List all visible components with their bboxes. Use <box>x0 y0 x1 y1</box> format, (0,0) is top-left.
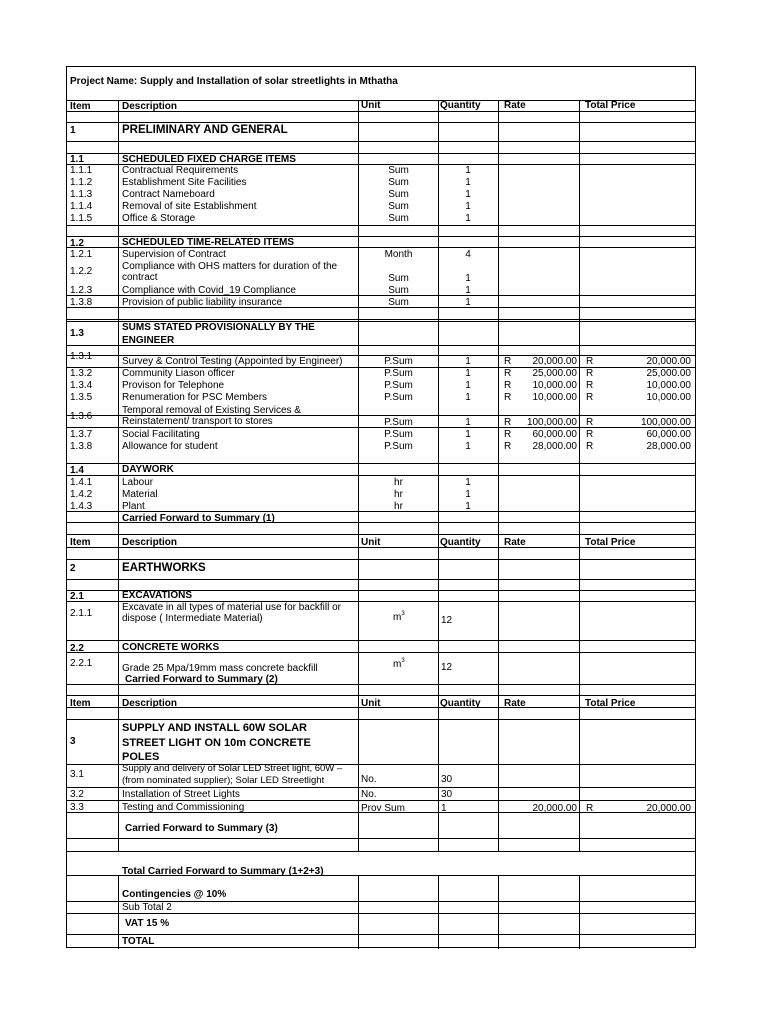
rate-currency: R <box>504 380 512 391</box>
item-quantity: 1 <box>465 380 471 391</box>
header-rate: Rate <box>504 537 526 548</box>
contingencies: Contingencies @ 10% <box>122 889 227 900</box>
item-description: Plant <box>122 501 145 512</box>
item-quantity: 1 <box>465 201 471 212</box>
row-divider <box>67 934 695 935</box>
sub-total-2: Sub Total 2 <box>122 902 172 913</box>
item-description: Compliance with OHS matters for duration of the contract <box>122 261 338 283</box>
item-unit: Sum <box>388 273 409 284</box>
column-divider <box>579 100 580 851</box>
column-divider <box>579 875 580 949</box>
item-total: 28,000.00 <box>646 441 691 452</box>
item-number: 1.1.2 <box>70 177 93 188</box>
item-rate: 20,000.00 <box>532 356 577 367</box>
item-number: 1.2.3 <box>70 285 93 296</box>
subsection-title: DAYWORK <box>122 464 174 475</box>
rate-currency: R <box>504 368 512 379</box>
header-description: Description <box>122 698 178 709</box>
unit-symbol: m <box>393 659 402 670</box>
item-description: Grade 25 Mpa/19mm mass concrete backfill <box>122 663 318 674</box>
item-unit: Sum <box>388 285 409 296</box>
item-rate: 10,000.00 <box>532 380 577 391</box>
bill-of-quantities-sheet <box>66 66 696 948</box>
carried-forward-1: Carried Forward to Summary (1) <box>122 513 275 524</box>
rate-currency: R <box>504 429 512 440</box>
item-quantity: 1 <box>441 803 447 814</box>
item-number: 3.1 <box>70 769 84 780</box>
subsection-title: EXCAVATIONS <box>122 590 193 601</box>
row-divider <box>67 559 695 560</box>
item-unit: P.Sum <box>384 441 413 452</box>
item-unit: hr <box>394 489 403 500</box>
item-unit <box>393 659 405 670</box>
item-quantity: 1 <box>465 165 471 176</box>
item-quantity: 1 <box>465 392 471 403</box>
total-currency: R <box>586 441 594 452</box>
total-currency: R <box>586 429 594 440</box>
project-name: Project Name: Supply and Installation of solar streetlights in Mthatha <box>70 76 398 87</box>
item-number: 1.3.5 <box>70 392 93 403</box>
header-quantity: Quantity <box>440 698 481 709</box>
item-rate: 10,000.00 <box>532 392 577 403</box>
item-number: 1.1.3 <box>70 189 93 200</box>
column-divider <box>498 100 499 851</box>
item-unit: P.Sum <box>384 429 413 440</box>
item-quantity: 1 <box>465 177 471 188</box>
header-item: Item <box>70 537 91 548</box>
total-currency: R <box>586 803 594 814</box>
item-total: 25,000.00 <box>646 368 691 379</box>
subsection-number: 1.2 <box>70 238 84 249</box>
column-divider <box>498 875 499 949</box>
item-description: Supply and delivery of Solar LED Street light, 60W –(from nominated supplier); Solar LED Streetlight <box>122 763 343 786</box>
carried-forward-3: Carried Forward to Summary (3) <box>125 823 278 834</box>
row-divider <box>67 787 695 788</box>
subsection-title: CONCRETE WORKS <box>122 642 220 653</box>
item-rate: 20,000.00 <box>532 803 577 814</box>
item-description: Excavate in all types of material use for backfill or dispose ( Intermediate Material) <box>122 602 341 624</box>
item-number: 1.1.1 <box>70 165 93 176</box>
item-quantity: 30 <box>441 789 453 800</box>
row-divider <box>67 695 695 696</box>
rate-currency: R <box>504 392 512 403</box>
header-unit: Unit <box>361 537 381 548</box>
header-rate: Rate <box>504 100 526 111</box>
item-unit: P.Sum <box>384 380 413 391</box>
column-divider <box>118 875 119 949</box>
item-description: Provison for Telephone <box>122 380 225 391</box>
item-unit: hr <box>394 477 403 488</box>
item-quantity: 12 <box>441 662 453 673</box>
item-description: Temporal removal of Existing Services & Reinstatement/ transport to stores <box>122 405 301 427</box>
section-number: 3 <box>70 736 76 747</box>
subsection-title: SUMS STATED PROVISIONALLY BY THE ENGINEER <box>122 322 315 346</box>
grand-total: TOTAL <box>122 936 155 947</box>
item-unit: P.Sum <box>384 392 413 403</box>
item-description: Community Liason officer <box>122 368 235 379</box>
item-rate: 25,000.00 <box>532 368 577 379</box>
section-title: SUPPLY AND INSTALL 60W SOLAR STREET LIGHT ON 10m CONCRETE POLES <box>122 722 311 763</box>
row-divider <box>67 913 695 914</box>
item-unit: Month <box>384 249 413 260</box>
subsection-title: SCHEDULED FIXED CHARGE ITEMS <box>122 154 296 165</box>
subsection-number: 1.4 <box>70 465 84 476</box>
item-quantity: 1 <box>465 213 471 224</box>
item-description: Office & Storage <box>122 213 196 224</box>
item-unit: P.Sum <box>384 368 413 379</box>
item-number: 1.2.2 <box>70 266 93 277</box>
item-total: 10,000.00 <box>646 392 691 403</box>
item-number: 1.3.8 <box>70 441 93 452</box>
unit-exponent: 3 <box>401 658 405 664</box>
subsection-title: SCHEDULED TIME-RELATED ITEMS <box>122 237 295 248</box>
item-quantity: 1 <box>465 429 471 440</box>
item-unit: Prov Sum <box>361 803 405 814</box>
column-divider <box>118 100 119 851</box>
row-divider <box>67 225 695 226</box>
item-quantity: 1 <box>465 477 471 488</box>
item-number: 2.2.1 <box>70 658 93 669</box>
item-description: Compliance with Covid_19 Compliance <box>122 285 296 296</box>
header-unit: Unit <box>361 100 381 111</box>
item-quantity: 1 <box>465 273 471 284</box>
carried-forward-2: Carried Forward to Summary (2) <box>125 674 278 685</box>
section-title: PRELIMINARY AND GENERAL <box>122 124 288 136</box>
item-quantity: 1 <box>465 417 471 428</box>
item-quantity: 1 <box>465 489 471 500</box>
item-unit: hr <box>394 501 403 512</box>
item-number: 1.4.1 <box>70 477 93 488</box>
row-divider <box>67 800 695 801</box>
item-quantity: 1 <box>465 356 471 367</box>
header-description: Description <box>122 101 178 112</box>
header-quantity: Quantity <box>440 100 481 111</box>
item-number: 1.3.6 <box>70 411 93 422</box>
row-divider <box>67 838 695 839</box>
header-rate: Rate <box>504 698 526 709</box>
item-unit: No. <box>361 789 377 800</box>
item-description: Labour <box>122 477 154 488</box>
header-item: Item <box>70 101 91 112</box>
row-divider <box>67 141 695 142</box>
item-number: 1.3.1 <box>70 351 93 362</box>
item-rate: 28,000.00 <box>532 441 577 452</box>
header-item: Item <box>70 698 91 709</box>
item-number: 1.2.1 <box>70 249 93 260</box>
item-description: Material <box>122 489 158 500</box>
column-divider <box>438 875 439 949</box>
item-description: Supervision of Contract <box>122 249 226 260</box>
item-quantity: 1 <box>465 297 471 308</box>
item-description: Contract Nameboard <box>122 189 215 200</box>
header-quantity: Quantity <box>440 537 481 548</box>
item-quantity: 12 <box>441 615 453 626</box>
item-unit: Sum <box>388 177 409 188</box>
item-quantity: 1 <box>465 189 471 200</box>
total-carried-forward: Total Carried Forward to Summary (1+2+3) <box>122 866 324 877</box>
item-unit: Sum <box>388 213 409 224</box>
header-unit: Unit <box>361 698 381 709</box>
item-number: 3.2 <box>70 789 84 800</box>
item-number: 1.1.4 <box>70 201 93 212</box>
section-number: 2 <box>70 563 76 574</box>
unit-symbol: m <box>393 612 402 623</box>
item-number: 1.3.4 <box>70 380 93 391</box>
item-description: Installation of Street Lights <box>122 789 240 800</box>
item-description: Provision of public liability insurance <box>122 297 283 308</box>
item-unit <box>393 612 405 623</box>
item-unit: Sum <box>388 165 409 176</box>
item-number: 1.1.5 <box>70 213 93 224</box>
rate-currency: R <box>504 441 512 452</box>
subsection-number: 1.1 <box>70 154 84 165</box>
item-total: 10,000.00 <box>646 380 691 391</box>
row-divider <box>67 719 695 720</box>
item-number: 1.3.8 <box>70 297 93 308</box>
item-description: Testing and Commissioning <box>122 802 245 813</box>
item-unit: Sum <box>388 297 409 308</box>
item-description: Social Facilitating <box>122 429 200 440</box>
item-quantity: 1 <box>465 501 471 512</box>
row-divider <box>67 122 695 123</box>
item-unit: P.Sum <box>384 417 413 428</box>
header-total-price: Total Price <box>585 537 636 548</box>
item-description: Survey & Control Testing (Appointed by Engineer) <box>122 356 343 367</box>
total-currency: R <box>586 368 594 379</box>
item-number: 1.4.3 <box>70 501 93 512</box>
row-divider <box>67 579 695 580</box>
rate-currency: R <box>504 356 512 367</box>
subsection-number: 1.3 <box>70 328 84 339</box>
header-total-price: Total Price <box>585 698 636 709</box>
subsection-number: 2.2 <box>70 643 84 654</box>
subsection-number: 2.1 <box>70 591 84 602</box>
item-number: 2.1.1 <box>70 608 93 619</box>
row-divider <box>67 851 695 852</box>
item-unit: P.Sum <box>384 356 413 367</box>
row-divider <box>67 319 695 320</box>
header-total-price: Total Price <box>585 100 636 111</box>
item-description: Allowance for student <box>122 441 218 452</box>
item-unit: No. <box>361 774 377 785</box>
item-number: 3.3 <box>70 802 84 813</box>
row-divider <box>67 534 695 535</box>
item-quantity: 1 <box>465 441 471 452</box>
total-currency: R <box>586 356 594 367</box>
item-description: Contractual Requirements <box>122 165 239 176</box>
item-number: 1.4.2 <box>70 489 93 500</box>
item-total: 20,000.00 <box>646 803 691 814</box>
row-divider <box>67 475 695 476</box>
item-rate: 100,000.00 <box>526 417 577 428</box>
item-rate: 60,000.00 <box>532 429 577 440</box>
item-number: 1.3.7 <box>70 429 93 440</box>
column-divider <box>358 875 359 949</box>
unit-exponent: 3 <box>401 611 405 617</box>
item-quantity: 1 <box>465 285 471 296</box>
total-currency: R <box>586 417 594 428</box>
item-unit: Sum <box>388 201 409 212</box>
vat: VAT 15 % <box>125 918 170 929</box>
item-quantity: 30 <box>441 774 453 785</box>
item-number: 1.3.2 <box>70 368 93 379</box>
item-total: 100,000.00 <box>640 417 691 428</box>
item-description: Removal of site Establishment <box>122 201 257 212</box>
total-currency: R <box>586 392 594 403</box>
item-total: 60,000.00 <box>646 429 691 440</box>
item-quantity: 4 <box>465 249 471 260</box>
item-description: Establishment Site Facilities <box>122 177 247 188</box>
header-description: Description <box>122 537 178 548</box>
section-number: 1 <box>70 125 76 136</box>
item-description: Renumeration for PSC Members <box>122 392 268 403</box>
total-currency: R <box>586 380 594 391</box>
row-divider <box>67 640 695 641</box>
item-quantity: 1 <box>465 368 471 379</box>
item-total: 20,000.00 <box>646 356 691 367</box>
item-unit: Sum <box>388 189 409 200</box>
section-title: EARTHWORKS <box>122 562 206 574</box>
rate-currency: R <box>504 417 512 428</box>
